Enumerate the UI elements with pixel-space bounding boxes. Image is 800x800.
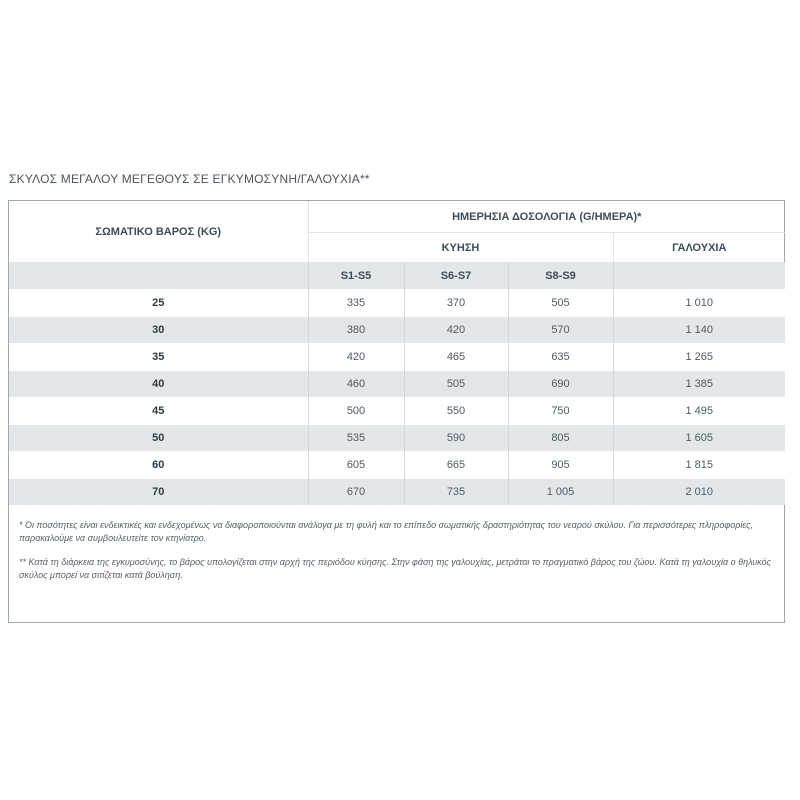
phase-header: S6-S7 [404, 262, 508, 290]
lactation-cell: 2 010 [613, 479, 785, 506]
s6-s7-cell: 665 [404, 452, 508, 479]
s8-s9-cell: 505 [508, 290, 613, 317]
phase-header: S1-S5 [308, 262, 404, 290]
weight-cell: 60 [9, 452, 308, 479]
table-title: ΣΚΥΛΟΣ ΜΕΓΑΛΟΥ ΜΕΓΕΘΟΥΣ ΣΕ ΕΓΚΥΜΟΣΥΝΗ/ΓΑΛΟΥΧΙΑ** [9, 172, 370, 186]
table-row [9, 479, 785, 506]
table-row [9, 344, 785, 371]
s8-s9-cell: 635 [508, 344, 613, 371]
s1-s5-cell: 605 [308, 452, 404, 479]
footnote-dosage: * Οι ποσότητες είναι ενδεικτικές και ενδεχομένως να διαφοροποιούνται ανάλογα με τη φυλή και το επίπεδο σωματικής δραστηριότητας του νεαρού σκύλου. Για περισσότερες πληροφορίες, παρακαλούμε να συμβουλευτείτε τον κτηνίατρο. [19, 520, 753, 543]
lactation-cell: 1 385 [613, 371, 785, 398]
weight-cell: 35 [9, 344, 308, 371]
lactation-header: ΓΑΛΟΥΧΙΑ [613, 233, 785, 263]
s6-s7-cell: 465 [404, 344, 508, 371]
s6-s7-cell: 420 [404, 317, 508, 344]
lactation-cell: 1 495 [613, 398, 785, 425]
table-row [9, 398, 785, 425]
weight-cell: 45 [9, 398, 308, 425]
s6-s7-cell: 550 [404, 398, 508, 425]
s1-s5-cell: 420 [308, 344, 404, 371]
phase-blank-cell [613, 262, 785, 290]
phase-blank-cell [9, 262, 308, 290]
lactation-cell: 1 605 [613, 425, 785, 452]
table-row [9, 425, 785, 452]
s8-s9-cell: 905 [508, 452, 613, 479]
s6-s7-cell: 370 [404, 290, 508, 317]
s1-s5-cell: 460 [308, 371, 404, 398]
lactation-cell: 1 010 [613, 290, 785, 317]
weight-cell: 30 [9, 317, 308, 344]
s8-s9-cell: 1 005 [508, 479, 613, 506]
lactation-cell: 1 815 [613, 452, 785, 479]
footnote-weight: ** Κατά τη διάρκεια της εγκυμοσύνης, το βάρος υπολογίζεται στην αρχή της περιόδου κύησης. Στην φάση της γαλουχίας, μετράται το πραγματικό βάρος του ζώου. Κατά τη γαλουχία ο θηλυκός σκύλος μπορεί να σιτίζεται κατά βούληση. [19, 557, 771, 580]
s1-s5-cell: 535 [308, 425, 404, 452]
s8-s9-cell: 750 [508, 398, 613, 425]
weight-cell: 50 [9, 425, 308, 452]
table-row [9, 371, 785, 398]
phase-header: S8-S9 [508, 262, 613, 290]
s6-s7-cell: 505 [404, 371, 508, 398]
s1-s5-cell: 500 [308, 398, 404, 425]
table-row [9, 452, 785, 479]
weight-column-header: ΣΩΜΑΤΙΚΟ ΒΑΡΟΣ (KG) [9, 201, 308, 262]
daily-dosage-header: ΗΜΕΡΗΣΙΑ ΔΟΣΟΛΟΓΙΑ (G/ΗΜΕΡΑ)* [452, 210, 642, 223]
dosage-table-body [9, 290, 785, 506]
dosage-table [9, 201, 785, 505]
table-row [9, 290, 785, 317]
lactation-cell: 1 265 [613, 344, 785, 371]
s1-s5-cell: 670 [308, 479, 404, 506]
weight-cell: 40 [9, 371, 308, 398]
footnotes [9, 505, 784, 582]
table-row [9, 317, 785, 344]
dosage-table-frame [8, 200, 785, 623]
s8-s9-cell: 690 [508, 371, 613, 398]
s8-s9-cell: 570 [508, 317, 613, 344]
weight-cell: 70 [9, 479, 308, 506]
s1-s5-cell: 335 [308, 290, 404, 317]
s6-s7-cell: 735 [404, 479, 508, 506]
lactation-cell: 1 140 [613, 317, 785, 344]
s6-s7-cell: 590 [404, 425, 508, 452]
s1-s5-cell: 380 [308, 317, 404, 344]
pregnancy-header: ΚΥΗΣΗ [308, 233, 613, 263]
s8-s9-cell: 805 [508, 425, 613, 452]
weight-cell: 25 [9, 290, 308, 317]
